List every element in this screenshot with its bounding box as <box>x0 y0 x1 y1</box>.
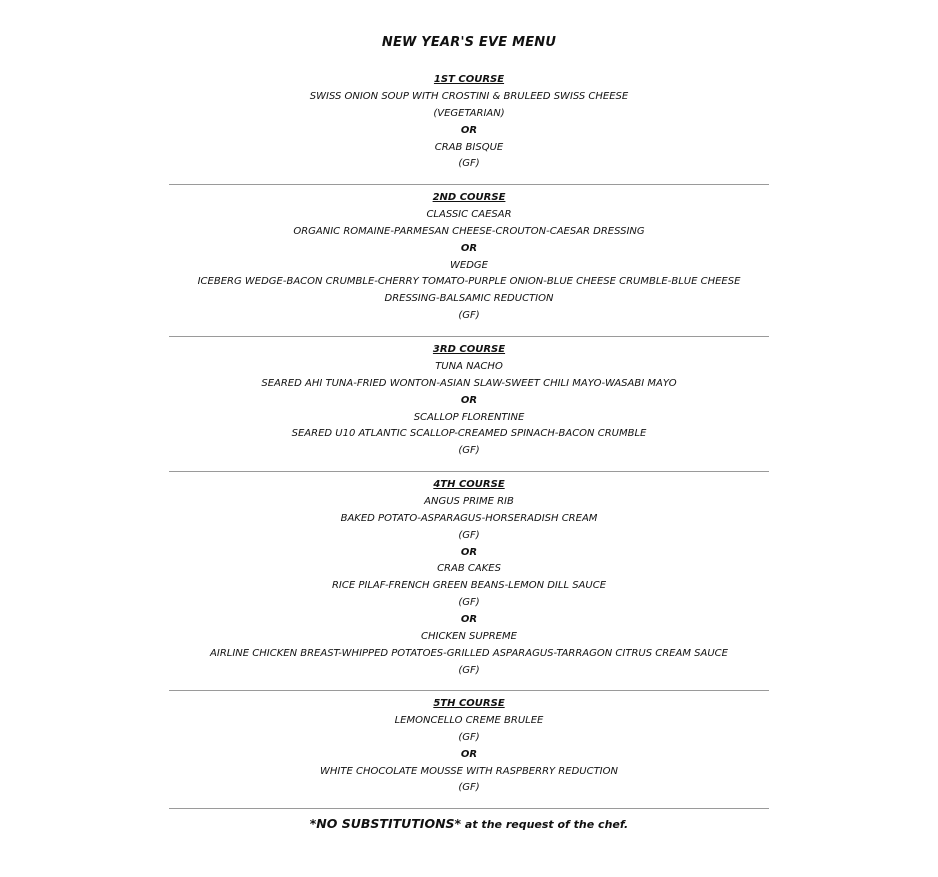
dish-name: SCALLOP FLORENTINE <box>413 411 525 423</box>
dish-name: CRAB BISQUE <box>434 141 504 153</box>
footer-emphasis: *NO SUBSTITUTIONS* <box>309 816 462 831</box>
course-heading: 5TH COURSE <box>433 698 505 709</box>
dish-description: ORGANIC ROMAINE-PARMESAN CHEESE-CROUTON-CAESAR DRESSING <box>293 225 645 237</box>
course-divider <box>169 690 769 691</box>
menu-title: NEW YEAR'S EVE MENU <box>381 35 557 50</box>
dish-name: WEDGE <box>450 259 488 271</box>
dish-name: CRAB CAKES <box>437 563 501 575</box>
dietary-note: (GF) <box>458 310 480 322</box>
dish-name: CLASSIC CAESAR <box>426 208 512 220</box>
course-2 <box>169 190 769 325</box>
dish-name: SWISS ONION SOUP WITH CROSTINI & BRULEED SWISS CHEESE <box>309 90 629 102</box>
course-divider <box>169 471 769 472</box>
dish-name: WHITE CHOCOLATE MOUSSE WITH RASPBERRY REDUCTION <box>320 765 618 777</box>
course-heading: 4TH COURSE <box>433 479 505 490</box>
dietary-note: (GF) <box>458 597 480 609</box>
course-1 <box>169 72 769 173</box>
dish-name: TUNA NACHO <box>435 360 503 372</box>
dish-description: AIRLINE CHICKEN BREAST-WHIPPED POTATOES-GRILLED ASPARAGUS-TARRAGON CITRUS CREAM SAUCE <box>210 647 728 659</box>
course-3 <box>169 342 769 460</box>
course-divider <box>169 336 769 337</box>
dietary-note: (GF) <box>458 529 480 541</box>
or-separator: OR <box>460 124 478 136</box>
dish-description: BAKED POTATO-ASPARAGUS-HORSERADISH CREAM <box>340 512 598 524</box>
dish-description: RICE PILAF-FRENCH GREEN BEANS-LEMON DILL SAUCE <box>331 580 607 592</box>
dish-description: SEARED AHI TUNA-FRIED WONTON-ASIAN SLAW-SWEET CHILI MAYO-WASABI MAYO <box>261 377 677 389</box>
dietary-note: (GF) <box>458 158 480 170</box>
course-4 <box>169 477 769 680</box>
or-separator: OR <box>460 394 478 406</box>
course-divider <box>169 184 769 185</box>
course-heading: 1ST COURSE <box>433 74 505 85</box>
or-separator: OR <box>460 614 478 626</box>
or-separator: OR <box>460 546 478 558</box>
dietary-note: (VEGETARIAN) <box>433 107 505 119</box>
dish-name: CHICKEN SUPREME <box>421 631 517 643</box>
dietary-note: (GF) <box>458 782 480 794</box>
dish-description: ICEBERG WEDGE-BACON CRUMBLE-CHERRY TOMATO-PURPLE ONION-BLUE CHEESE CRUMBLE-BLUE CHEESE <box>197 276 741 288</box>
course-divider <box>169 808 769 809</box>
dish-name: ANGUS PRIME RIB <box>424 495 514 507</box>
dish-name: LEMONCELLO CREME BRULEE <box>394 714 544 726</box>
dietary-note: (GF) <box>458 664 480 676</box>
footer-text: at the request of the chef. <box>461 818 629 831</box>
dish-description: SEARED U10 ATLANTIC SCALLOP-CREAMED SPINACH-BACON CRUMBLE <box>291 428 647 440</box>
dish-description: DRESSING-BALSAMIC REDUCTION <box>384 293 554 305</box>
course-heading: 2ND COURSE <box>432 192 506 203</box>
course-heading: 3RD COURSE <box>432 344 506 355</box>
or-separator: OR <box>460 748 478 760</box>
course-5 <box>169 696 769 797</box>
dietary-note: (GF) <box>458 731 480 743</box>
dietary-note: (GF) <box>458 445 480 457</box>
footer-note <box>169 815 769 834</box>
or-separator: OR <box>460 242 478 254</box>
